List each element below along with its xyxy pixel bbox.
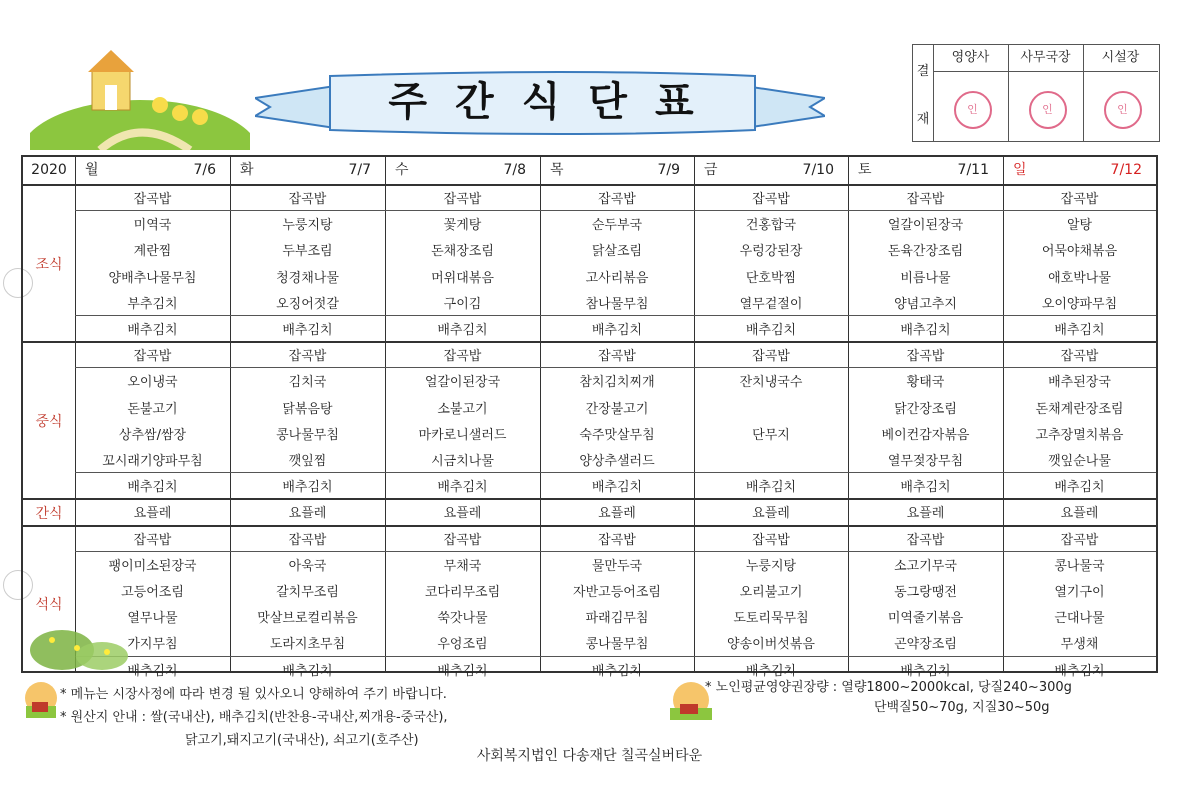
menu-item: 어묵야채볶음 xyxy=(1041,244,1118,260)
day-name: 일 xyxy=(1013,162,1027,178)
menu-item: 건홍합국 xyxy=(745,218,797,234)
menu-item: 두부조림 xyxy=(282,244,333,260)
menu-item: 참치김치찌개 xyxy=(579,375,655,391)
menu-item: 잡곡밥 xyxy=(443,532,482,548)
flower-bush-illustration xyxy=(22,610,132,670)
menu-item: 파래김무침 xyxy=(585,611,649,627)
menu-item: 배추김치 xyxy=(437,663,488,679)
menu-item: 물만두국 xyxy=(591,558,643,574)
menu-item: 배추김치 xyxy=(282,663,333,679)
menu-item: 요플레 xyxy=(1060,506,1099,522)
menu-item: 배추김치 xyxy=(900,480,951,496)
menu-item: 요플레 xyxy=(133,506,172,522)
menu-item: 근대나물 xyxy=(1054,611,1105,627)
menu-item: 자반고등어조림 xyxy=(573,585,661,600)
meal-label-dinner: 석식 xyxy=(35,597,63,614)
section-divider xyxy=(23,498,1156,500)
day-date: 7/12 xyxy=(1110,162,1142,178)
menu-item: 김치국 xyxy=(288,375,327,391)
menu-item: 팽이미소된장국 xyxy=(108,558,197,574)
menu-item: 코다리무조림 xyxy=(424,585,501,600)
menu-item: 배추김치 xyxy=(127,323,178,338)
menu-item: 잡곡밥 xyxy=(443,192,482,207)
menu-item: 잡곡밥 xyxy=(752,349,790,365)
day-name: 금 xyxy=(704,162,718,178)
menu-item: 잡곡밥 xyxy=(906,349,945,365)
menu-item: 순두부국 xyxy=(591,218,643,234)
approval-label-char: 결 xyxy=(916,63,930,79)
menu-item: 머위대볶음 xyxy=(431,270,494,286)
menu-item: 잡곡밥 xyxy=(598,349,636,365)
meal-label-breakfast: 조식 xyxy=(35,256,63,273)
day-name: 토 xyxy=(858,162,872,178)
menu-item: 잔치냉국수 xyxy=(739,375,803,391)
page-title: 주간식단표 xyxy=(388,79,722,125)
menu-item: 깻잎순나물 xyxy=(1048,454,1111,469)
menu-item: 구이김 xyxy=(443,296,482,312)
menu-item: 돈육간장조림 xyxy=(887,244,964,260)
menu-item: 잡곡밥 xyxy=(288,192,327,207)
approval-box xyxy=(912,44,1160,142)
row-divider xyxy=(75,315,1156,316)
menu-item: 깻잎찜 xyxy=(288,454,327,469)
menu-item: 양념고추지 xyxy=(894,296,957,312)
menu-item: 닭살조림 xyxy=(591,244,643,260)
menu-item: 고사리볶음 xyxy=(585,270,649,286)
menu-item: 잡곡밥 xyxy=(288,532,327,548)
seal-stamp: 인 xyxy=(1104,91,1142,129)
menu-item: 미역국 xyxy=(133,218,172,234)
menu-item: 잡곡밥 xyxy=(752,192,790,207)
menu-item: 오이냉국 xyxy=(127,375,178,391)
approval-col xyxy=(933,45,1009,141)
menu-item: 단호박찜 xyxy=(745,270,797,286)
menu-item: 닭간장조림 xyxy=(894,401,957,417)
menu-item: 돈채장조림 xyxy=(431,244,494,260)
footer-organization: 사회복지법인 다송재단 칠곡실버타운 xyxy=(476,748,703,764)
menu-item: 도토리묵무침 xyxy=(733,611,809,627)
menu-item: 마카로니샐러드 xyxy=(418,427,507,443)
menu-item: 콩나물국 xyxy=(1054,558,1105,574)
menu-item: 돈불고기 xyxy=(127,401,178,417)
menu-item: 계란찜 xyxy=(133,244,172,260)
day-date: 7/9 xyxy=(657,162,680,178)
menu-item: 열기구이 xyxy=(1054,585,1105,600)
day-date: 7/10 xyxy=(802,162,834,178)
menu-item: 오징어젓갈 xyxy=(276,296,339,312)
seal-stamp: 인 xyxy=(1029,91,1067,129)
day-date: 7/7 xyxy=(348,162,371,178)
day-header xyxy=(1003,157,1156,184)
approval-col xyxy=(1008,45,1084,141)
day-name: 수 xyxy=(395,162,409,178)
menu-item: 배추김치 xyxy=(282,323,333,338)
menu-item: 배추김치 xyxy=(745,480,797,496)
nutrition-notice-cont: 단백질50~70g, 지질30~50g xyxy=(874,700,1050,715)
menu-item: 배추김치 xyxy=(127,663,178,679)
day-header xyxy=(540,157,694,184)
menu-item: 콩나물무침 xyxy=(585,637,649,653)
menu-item: 요플레 xyxy=(906,506,945,522)
menu-item: 열무겉절이 xyxy=(739,296,803,312)
menu-item: 도라지초무침 xyxy=(269,637,346,653)
menu-item: 배추김치 xyxy=(900,663,951,679)
menu-item: 배추김치 xyxy=(437,480,488,496)
menu-item: 배추김치 xyxy=(1054,663,1105,679)
menu-item: 갈치무조림 xyxy=(276,585,339,600)
menu-item: 요플레 xyxy=(288,506,327,522)
approval-role: 사무국장 xyxy=(1008,45,1083,72)
menu-item: 양상추샐러드 xyxy=(579,454,655,469)
row-divider xyxy=(75,367,1156,368)
day-header xyxy=(385,157,540,184)
menu-item: 양송이버섯볶음 xyxy=(727,637,815,653)
row-divider xyxy=(75,551,1156,552)
year-cell: 2020 xyxy=(31,162,67,178)
menu-item: 상추쌈/쌈장 xyxy=(118,427,187,443)
row-divider xyxy=(75,656,1156,657)
menu-item: 아욱국 xyxy=(288,558,327,574)
menu-item: 소불고기 xyxy=(437,401,488,417)
meal-label-lunch: 중식 xyxy=(35,413,63,430)
row-divider xyxy=(75,210,1156,211)
origin-notice: * 원산지 안내 : 쌀(국내산), 배추김치(반찬용-국내산,찌개용-중국산), xyxy=(60,710,448,725)
menu-item: 배추김치 xyxy=(591,480,643,496)
menu-item: 베이컨감자볶음 xyxy=(881,427,970,443)
menu-item: 배추김치 xyxy=(1054,323,1105,338)
menu-item: 배추김치 xyxy=(745,323,797,338)
menu-item: 알탕 xyxy=(1066,218,1093,234)
menu-item: 얼갈이된장국 xyxy=(887,218,964,234)
menu-item: 배추김치 xyxy=(900,323,951,338)
menu-item: 쑥갓나물 xyxy=(437,611,488,627)
menu-item: 부추김치 xyxy=(127,296,178,312)
menu-item: 잡곡밥 xyxy=(1060,532,1099,548)
approval-label xyxy=(913,45,934,141)
menu-item: 잡곡밥 xyxy=(752,532,790,548)
menu-item: 맛살브로컬리볶음 xyxy=(257,611,358,627)
menu-item: 배추된장국 xyxy=(1048,375,1111,391)
menu-item: 시금치나물 xyxy=(431,454,494,469)
menu-item: 배추김치 xyxy=(282,480,333,496)
menu-item: 미역줄기볶음 xyxy=(887,611,964,627)
menu-item: 잡곡밥 xyxy=(288,349,327,365)
weekly-menu-table xyxy=(21,155,1158,679)
menu-item: 참나물무침 xyxy=(585,296,649,312)
menu-item: 단무지 xyxy=(752,427,790,443)
day-date: 7/11 xyxy=(957,162,989,178)
menu-item: 돈채계란장조림 xyxy=(1035,401,1124,417)
section-divider xyxy=(23,341,1156,343)
menu-item: 숙주맛살무침 xyxy=(579,427,655,443)
day-name: 화 xyxy=(240,162,254,178)
nutrition-notice: * 노인평균영양권장량 : 열량1800~2000kcal, 당질240~300g xyxy=(705,680,1072,695)
meal-label-snack: 간식 xyxy=(35,505,63,522)
menu-item: 우엉조림 xyxy=(437,637,488,653)
day-name: 목 xyxy=(550,162,564,178)
approval-role: 시설장 xyxy=(1083,45,1158,72)
house-hill-illustration xyxy=(30,45,250,150)
menu-item: 애호박나물 xyxy=(1048,270,1111,286)
menu-item: 요플레 xyxy=(752,506,790,522)
farm-icon xyxy=(22,680,60,722)
day-date: 7/6 xyxy=(193,162,216,178)
menu-item: 소고기무국 xyxy=(894,558,957,574)
menu-item: 배추김치 xyxy=(437,323,488,338)
menu-item: 꼬시래기양파무침 xyxy=(102,454,203,469)
day-date: 7/8 xyxy=(503,162,526,178)
menu-item: 잡곡밥 xyxy=(133,349,172,365)
menu-item: 무생채 xyxy=(1060,637,1099,653)
menu-item: 고추장멸치볶음 xyxy=(1035,427,1124,443)
menu-item: 배추김치 xyxy=(1054,480,1105,496)
menu-item: 오리불고기 xyxy=(739,585,803,600)
menu-item: 잡곡밥 xyxy=(1060,192,1099,207)
day-name: 월 xyxy=(85,162,99,178)
menu-item: 닭볶음탕 xyxy=(282,401,333,417)
change-notice: * 메뉴는 시장사정에 따라 변경 될 있사오니 양해하여 주기 바랍니다. xyxy=(60,687,447,702)
section-divider xyxy=(23,525,1156,527)
menu-item: 무채국 xyxy=(443,558,482,574)
menu-item: 청경채나물 xyxy=(276,270,339,286)
menu-item: 누룽지탕 xyxy=(282,218,333,234)
menu-item: 꽃게탕 xyxy=(443,218,482,234)
table-header-row xyxy=(23,157,1156,186)
menu-item: 누룽지탕 xyxy=(745,558,797,574)
menu-item: 고등어조림 xyxy=(121,585,184,600)
farm-icon xyxy=(666,680,716,724)
menu-item: 황태국 xyxy=(906,375,945,391)
approval-col xyxy=(1083,45,1158,141)
menu-item: 간장불고기 xyxy=(585,401,649,417)
approval-label-char: 재 xyxy=(916,111,930,127)
menu-item: 가지무침 xyxy=(127,637,178,653)
menu-item: 배추김치 xyxy=(591,323,643,338)
menu-item: 배추김치 xyxy=(745,663,797,679)
approval-role: 영양사 xyxy=(933,45,1008,72)
origin-notice-cont: 닭고기,돼지고기(국내산), 쇠고기(호주산) xyxy=(185,733,419,748)
menu-item: 콩나물무침 xyxy=(276,427,339,443)
menu-item: 비름나물 xyxy=(900,270,951,286)
menu-item: 요플레 xyxy=(598,506,636,522)
menu-item: 동그랑땡전 xyxy=(894,585,957,600)
menu-item: 배추김치 xyxy=(591,663,643,679)
menu-item: 잡곡밥 xyxy=(1060,349,1099,365)
menu-item: 잡곡밥 xyxy=(906,192,945,207)
day-header xyxy=(75,157,230,184)
menu-item: 잡곡밥 xyxy=(133,532,172,548)
menu-item: 우렁강된장 xyxy=(739,244,803,260)
menu-item: 잡곡밥 xyxy=(133,192,172,207)
menu-item: 얼갈이된장국 xyxy=(424,375,501,391)
row-divider xyxy=(75,472,1156,473)
menu-item: 잡곡밥 xyxy=(443,349,482,365)
day-header xyxy=(694,157,848,184)
seal-stamp: 인 xyxy=(954,91,992,129)
menu-item: 배추김치 xyxy=(127,480,178,496)
menu-item: 잡곡밥 xyxy=(598,532,636,548)
menu-item: 잡곡밥 xyxy=(598,192,636,207)
menu-item: 요플레 xyxy=(443,506,482,522)
menu-item: 잡곡밥 xyxy=(906,532,945,548)
menu-item: 곤약장조림 xyxy=(894,637,957,653)
day-header xyxy=(848,157,1003,184)
menu-item: 오이양파무침 xyxy=(1041,296,1118,312)
menu-item: 열무나물 xyxy=(127,611,178,627)
menu-item: 양배추나물무침 xyxy=(108,270,197,286)
day-header xyxy=(230,157,385,184)
menu-item: 열무젖장무침 xyxy=(887,454,964,469)
